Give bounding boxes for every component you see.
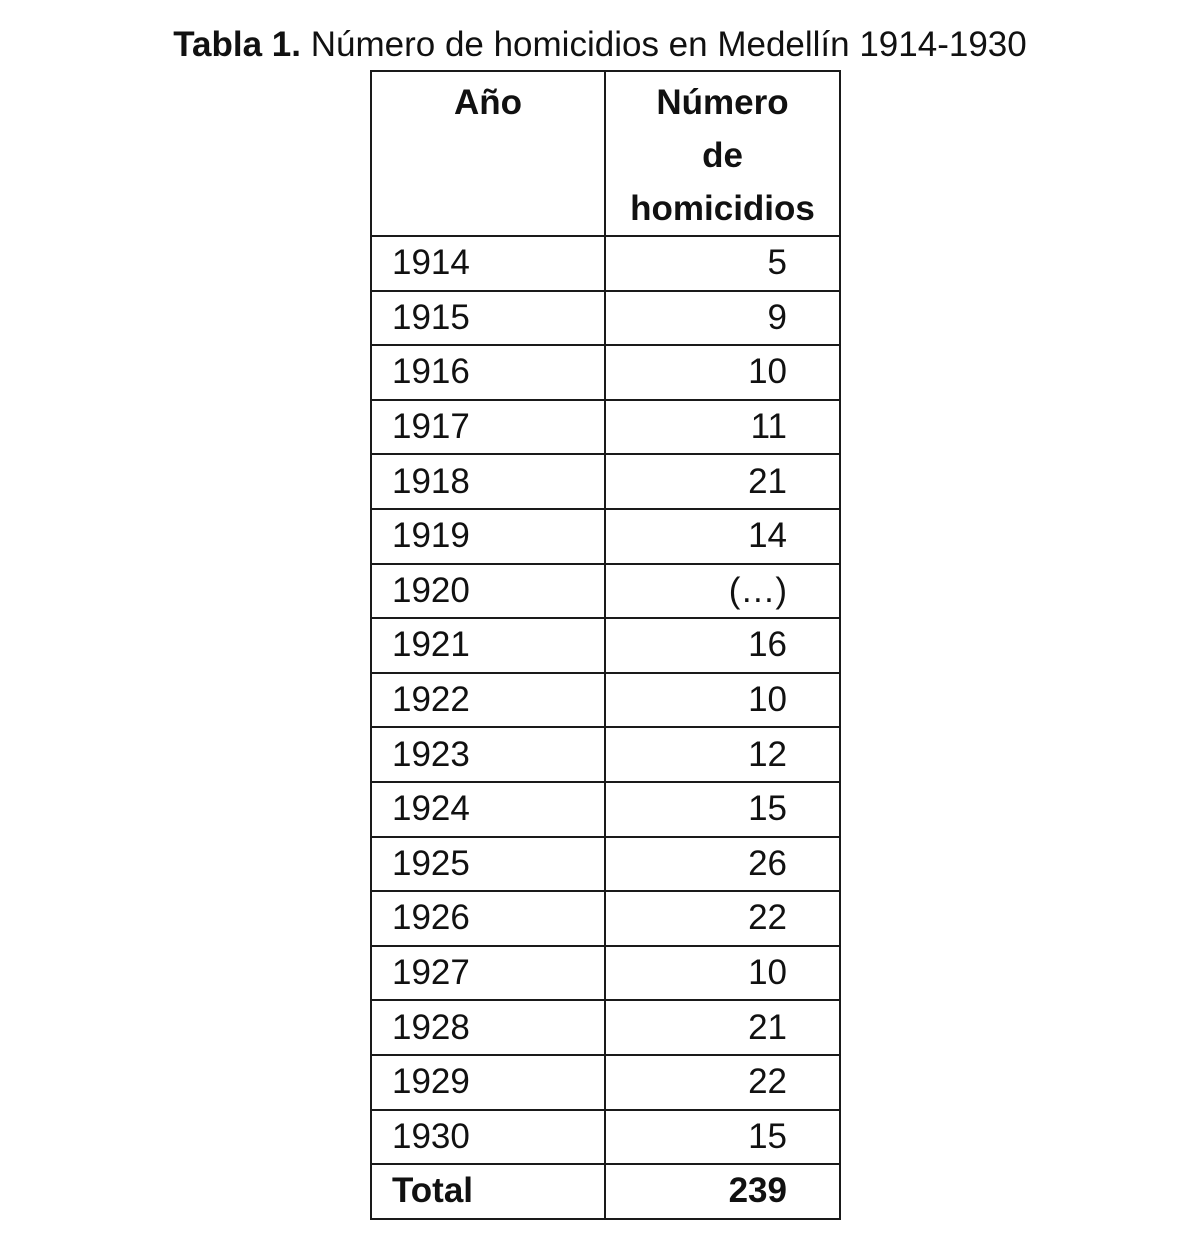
table-row [371,618,840,673]
row-homicide-count: 22 [605,1055,840,1110]
table-body [371,236,840,1219]
table-row [371,291,840,346]
homicides-table [370,70,841,1220]
total-label: Total [371,1164,605,1219]
row-homicide-count: 21 [605,1000,840,1055]
row-year: 1929 [371,1055,605,1110]
row-year: 1914 [371,236,605,291]
table-row [371,564,840,619]
table-caption-text: Número de homicidios en Medellín 1914-1930 [310,25,1027,64]
table-row [371,837,840,892]
row-homicide-count: 16 [605,618,840,673]
row-homicide-count: 15 [605,782,840,837]
row-year: 1916 [371,345,605,400]
row-year: 1926 [371,891,605,946]
table-header-row [371,71,840,236]
row-homicide-count: 12 [605,727,840,782]
row-year: 1928 [371,1000,605,1055]
table-row [371,454,840,509]
row-homicide-count: 9 [605,291,840,346]
row-year: 1922 [371,673,605,728]
row-year: 1923 [371,727,605,782]
row-homicide-count: 21 [605,454,840,509]
total-value: 239 [605,1164,840,1219]
row-homicide-count: 22 [605,891,840,946]
table-row [371,509,840,564]
row-homicide-count: 15 [605,1110,840,1165]
row-year: 1915 [371,291,605,346]
row-homicide-count: 10 [605,946,840,1001]
row-year: 1921 [371,618,605,673]
row-year: 1925 [371,837,605,892]
table-row [371,400,840,455]
header-count-line3: homicidios [630,189,815,228]
row-homicide-count: 14 [605,509,840,564]
row-homicide-count: 5 [605,236,840,291]
row-year: 1918 [371,454,605,509]
row-year: 1924 [371,782,605,837]
header-year: Año [371,71,605,236]
row-homicide-count: 11 [605,400,840,455]
table-row [371,1055,840,1110]
table-caption [0,24,1200,66]
table-row [371,1000,840,1055]
row-year: 1919 [371,509,605,564]
table-row [371,673,840,728]
table-row [371,236,840,291]
total-row [371,1164,840,1219]
row-year: 1917 [371,400,605,455]
table-row [371,727,840,782]
header-count [605,71,840,236]
header-count-line1: Número [656,83,789,122]
row-homicide-count: (…) [605,564,840,619]
row-year: 1920 [371,564,605,619]
table-row [371,782,840,837]
row-year: 1930 [371,1110,605,1165]
table-row [371,891,840,946]
row-homicide-count: 26 [605,837,840,892]
row-homicide-count: 10 [605,345,840,400]
table-row [371,1110,840,1165]
row-year: 1927 [371,946,605,1001]
header-count-line2: de [702,136,743,175]
table-caption-label: Tabla 1. [173,25,301,64]
table-row [371,946,840,1001]
row-homicide-count: 10 [605,673,840,728]
table-row [371,345,840,400]
